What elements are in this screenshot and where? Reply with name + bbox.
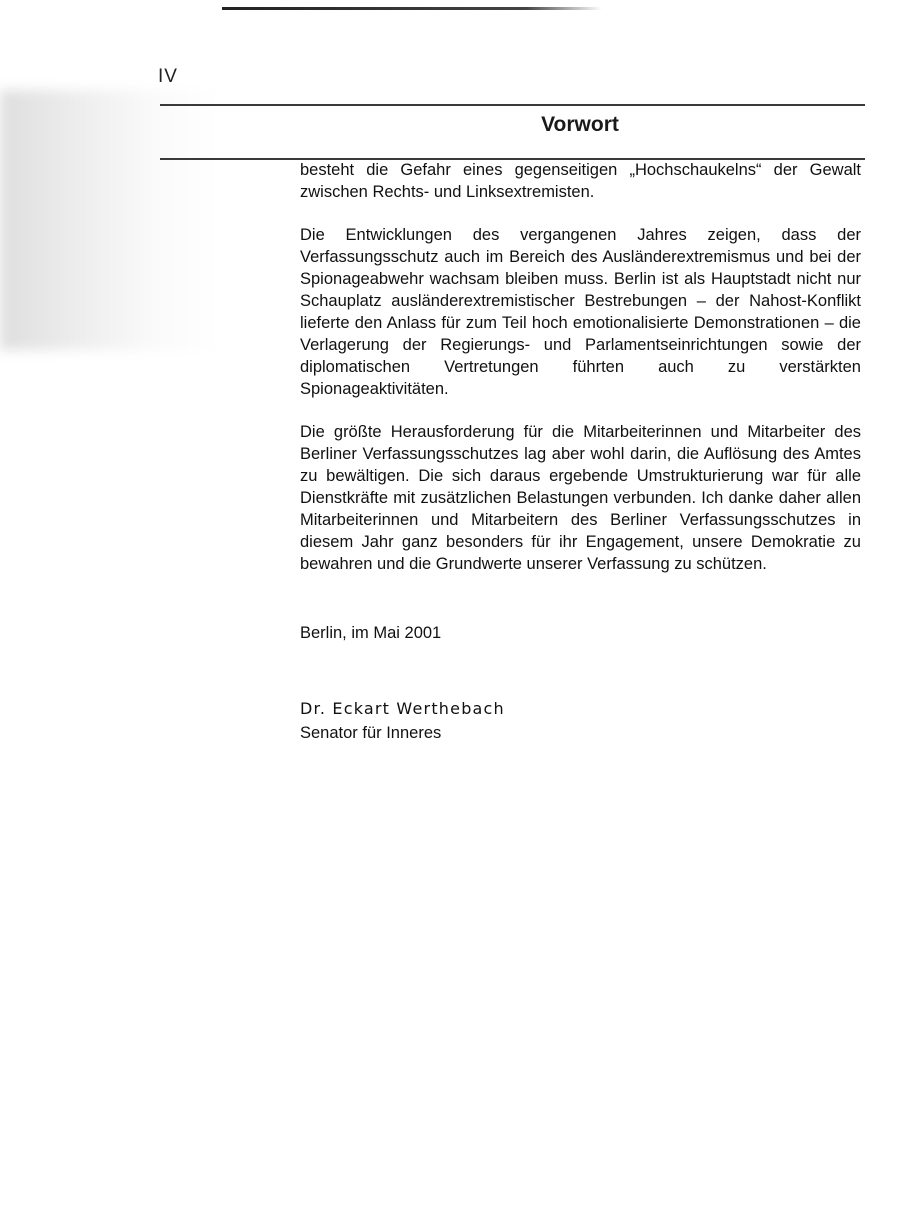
signatory-title: Senator für Inneres (300, 724, 442, 742)
signature-block (300, 697, 505, 745)
paragraph-1: besteht die Gefahr eines gegenseitigen „Hochschaukelns“ der Gewalt zwischen Rechts- und Linksextremisten. (300, 161, 861, 201)
header-rule-top (160, 104, 865, 106)
page-number: IV (158, 66, 178, 87)
signatory-name: Dr. Eckart Werthebach (300, 699, 505, 718)
place-date: Berlin, im Mai 2001 (300, 624, 442, 642)
paragraph-2: Die Entwicklungen des vergangenen Jahres zeigen, dass der Verfassungsschutz auch im Bereich des Ausländerextremismus und bei der Spionageabwehr wachsam bleiben muss. Berlin ist als Hauptstadt nicht nur Schauplatz ausländerextremistischer Bestrebungen – der Nahost-Konflikt lieferte den Anlass für zum Teil hoch emotionalisierte Demonstrationen – die Verlagerung der Regierungs- und Parlamentseinrichtungen sowie der diplomatischen Vertretungen führten auch zu verstärkten Spionageaktivitäten. (300, 226, 861, 398)
paragraph-3: Die größte Herausforderung für die Mitarbeiterinnen und Mitarbeiter des Berliner Verfassungsschutzes lag aber wohl darin, die Auflösung des Amtes zu bewältigen. Die sich daraus ergebende Umstrukturierung war für alle Dienstkräfte mit zusätzlichen Belastungen verbunden. Ich danke daher allen Mitarbeiterinnen und Mitarbeitern des Berliner Verfassungsschutzes in diesem Jahr ganz besonders für ihr Engagement, unsere Demokratie zu bewahren und die Grundwerte unserer Verfassung zu schützen. (300, 423, 861, 573)
top-edge-rule (222, 7, 602, 10)
body-text (300, 159, 861, 596)
scan-shadow (0, 90, 220, 350)
section-title: Vorwort (541, 113, 619, 136)
